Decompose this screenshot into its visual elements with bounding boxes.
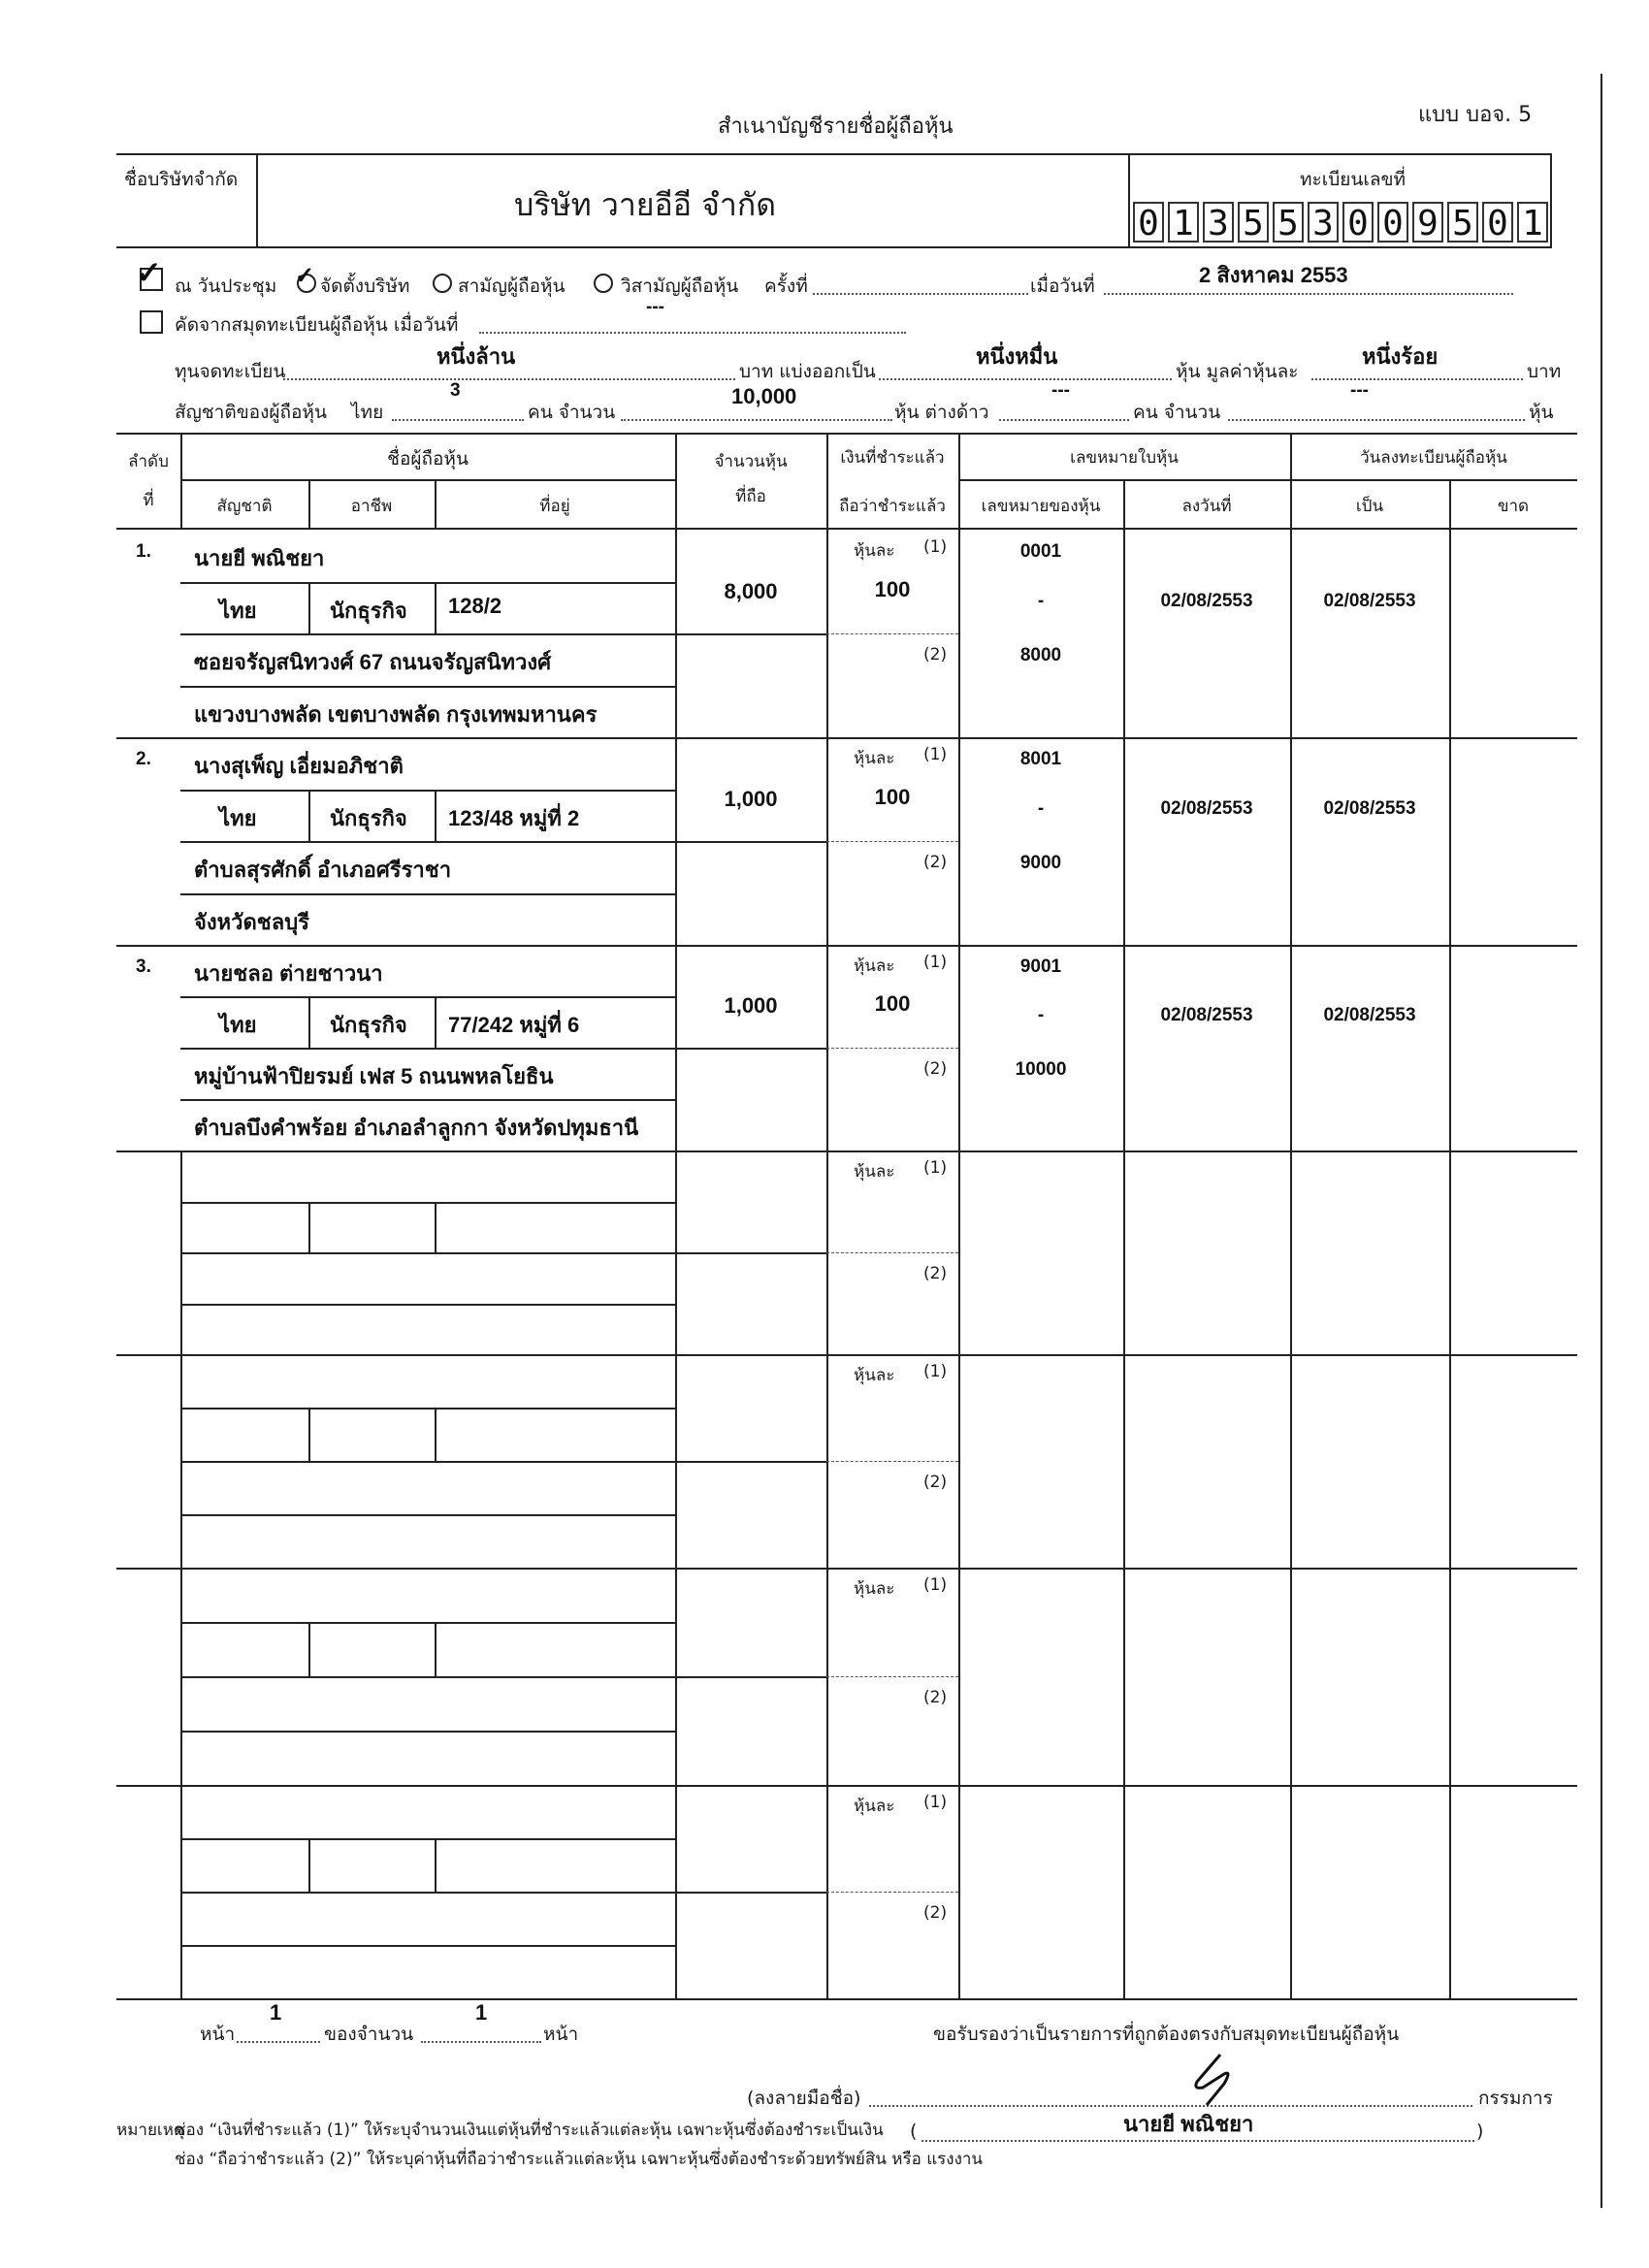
foreign-count: ---: [1051, 380, 1070, 401]
copy-label: คัดจากสมุดทะเบียนผู้ถือหุ้น เมื่อวันที่: [175, 314, 459, 336]
at-meeting-label: ณ วันประชุม: [175, 275, 277, 297]
row-separator: [116, 945, 1577, 947]
paid-mark-2: (2): [923, 1059, 948, 1079]
opt-ordinary-label: สามัญผู้ถือหุ้น: [458, 275, 566, 297]
row-separator: [116, 1998, 1577, 2000]
baht-divided-label: บาท แบ่งออกเป็น: [739, 361, 876, 382]
reg-digit: 1: [1168, 202, 1199, 243]
paid-mark-2: (2): [923, 1264, 948, 1283]
name-cell-line: [180, 1892, 675, 1894]
shares-cell-line: [675, 1676, 826, 1678]
holder-address-2: ซอยจรัญสนิทวงศ์ 67 ถนนจรัญสนิทวงศ์: [194, 650, 552, 674]
form-code: แบบ บอจ. 5: [1418, 103, 1533, 127]
row-separator: [116, 737, 1577, 739]
name-cell-line: [180, 1252, 675, 1254]
share-no-dash: -: [1037, 1005, 1045, 1025]
shares-held: 8,000: [724, 579, 778, 603]
paid-per-share: 100: [874, 577, 911, 601]
paid-cell-line: [826, 1048, 958, 1051]
name-cell-line: [180, 582, 675, 584]
occ-cell-divider: [435, 996, 436, 1048]
foreign-shares: ---: [1350, 380, 1369, 401]
occ-cell-divider: [435, 1202, 436, 1253]
col-div-paid: [958, 433, 960, 2000]
share-no-to: 10000: [1015, 1059, 1067, 1080]
baht-label: บาท: [1527, 361, 1562, 382]
reg-digit: 1: [1517, 202, 1548, 243]
occ-cell-divider: [435, 1408, 436, 1461]
reg-digit: 9: [1412, 202, 1443, 243]
holder-name: นางสุเพ็ญ เอี่ยมอภิชาติ: [194, 754, 404, 778]
nat-cell-divider: [308, 1622, 310, 1676]
row-number: 2.: [136, 749, 151, 769]
per-share-label: หุ้นละ: [854, 1579, 895, 1599]
share-no-dash: -: [1037, 591, 1045, 611]
holder-name: นายยี พณิชยา: [194, 546, 325, 570]
company-box-bottom: [116, 246, 1552, 248]
col-div-became: [1449, 479, 1451, 2000]
opt-extra-label: วิสามัญผู้ถือหุ้น: [621, 275, 739, 297]
holder-address-3: จังหวัดชลบุรี: [194, 910, 309, 934]
occ-cell-divider: [435, 1622, 436, 1676]
reg-became: 02/08/2553: [1323, 798, 1416, 819]
copy-checkbox[interactable]: [140, 310, 163, 334]
name-cell-line: [180, 1514, 675, 1516]
hdr-nationality: สัญชาติ: [216, 497, 273, 516]
hdr-occupation: อาชีพ: [350, 497, 393, 516]
share-no-to: 8000: [1019, 645, 1062, 665]
hdr-ceased: ขาด: [1497, 497, 1530, 516]
signer-name: นายยี พณิชยา: [1123, 2112, 1254, 2136]
name-cell-line: [180, 686, 675, 688]
reg-label: ทะเบียนเลขที่: [1300, 169, 1406, 190]
hdr-share-no: เลขหมายของหุ้น: [981, 497, 1101, 516]
shares-cell-line: [675, 841, 826, 843]
paren-open: (: [910, 2121, 918, 2142]
capital-label: ทุนจดทะเบียน: [175, 361, 286, 382]
company-name: บริษัท วายอีอี จำกัด: [514, 186, 777, 223]
paid-cell-line: [826, 1461, 958, 1464]
capital-shares: หนึ่งหมื่น: [976, 344, 1058, 369]
note-1: ช่อง “เงินที่ชำระแล้ว (1)” ให้ระบุจำนวนเงินแต่หุ้นที่ชำระแล้วแต่ละหุ้น เฉพาะหุ้นซึ่งต้องชำระเป็นเงิน: [175, 2121, 884, 2140]
foreign-count-field[interactable]: [999, 419, 1129, 421]
holder-address-1: 123/48 หมู่ที่ 2: [448, 806, 580, 830]
reg-digit: 5: [1273, 202, 1304, 243]
share-value-field[interactable]: [1311, 378, 1523, 380]
thai-count-field[interactable]: [392, 419, 524, 421]
paid-mark-2: (2): [923, 1473, 948, 1492]
name-cell-line: [180, 1945, 675, 1947]
row-separator: [116, 1354, 1577, 1356]
name-cell-line: [180, 1304, 675, 1306]
nat-cell-divider: [308, 1408, 310, 1461]
col-div-order-empty: [180, 1150, 182, 2000]
row-separator: [116, 1785, 1577, 1787]
name-cell-line: [180, 1676, 675, 1678]
company-box-divider: [256, 153, 258, 246]
paid-mark-1: (1): [923, 1575, 948, 1595]
radio-extra[interactable]: [594, 274, 613, 293]
opt-setup-label: จัดตั้งบริษัท: [320, 275, 410, 297]
reg-digit: 0: [1377, 202, 1408, 243]
header-sub-line-name: [180, 479, 675, 481]
hdr-holder-name: ชื่อผู้ถือหุ้น: [387, 448, 469, 470]
per-share-label: หุ้นละ: [854, 956, 895, 976]
reg-digit: 0: [1342, 202, 1374, 243]
director-label: กรรมการ: [1478, 2088, 1553, 2109]
times-label: ครั้งที่: [764, 275, 808, 297]
nat-cell-divider: [308, 996, 310, 1048]
hdr-cert-no: เลขหมายใบหุ้น: [1070, 448, 1179, 468]
holder-address-1: 128/2: [448, 594, 502, 618]
share-no-dash: -: [1037, 798, 1045, 819]
times-field[interactable]: [813, 293, 1028, 295]
paid-cell-line: [826, 1676, 958, 1679]
thai-shares: 10,000: [731, 384, 797, 408]
hdr-order: ลำดับ: [128, 452, 169, 471]
name-cell-line: [180, 1099, 675, 1101]
row-number: 1.: [136, 541, 151, 562]
paren-close: ): [1476, 2121, 1484, 2142]
radio-check-icon: ✓: [295, 263, 315, 289]
reg-digit: 5: [1238, 202, 1269, 243]
paid-mark-1: (1): [923, 1158, 948, 1178]
per-share-label: หุ้นละ: [854, 749, 895, 768]
col-div-dated: [1290, 433, 1292, 2000]
shares-foreign-label: หุ้น ต่างด้าว: [894, 402, 989, 423]
table-top-line: [116, 433, 1577, 435]
foreign-shares-field[interactable]: [1228, 419, 1525, 421]
signature-mark: [1185, 2049, 1244, 2111]
cert-dated: 02/08/2553: [1160, 591, 1253, 611]
shares-cell-line: [675, 1048, 826, 1050]
paid-mark-1: (1): [923, 953, 948, 972]
reg-became: 02/08/2553: [1323, 1005, 1416, 1025]
company-box-right: [1550, 153, 1552, 246]
name-cell-line: [180, 1202, 675, 1204]
date-field[interactable]: [1104, 293, 1513, 295]
col-div-shares: [826, 433, 828, 2000]
row-separator: [116, 1150, 1577, 1152]
hdr-became: เป็น: [1355, 497, 1384, 516]
paid-mark-2: (2): [923, 645, 948, 664]
name-cell-line: [180, 1408, 675, 1409]
name-cell-line: [180, 1048, 675, 1050]
name-cell-line: [180, 1731, 675, 1733]
total-pages: 1: [475, 2000, 488, 2025]
page-no-field[interactable]: [237, 2041, 320, 2043]
paid-cell-line: [826, 841, 958, 844]
nationality-label: สัญชาติของผู้ถือหุ้น: [175, 402, 327, 423]
check-mark-icon: ✓: [136, 255, 162, 290]
reg-digit: 3: [1308, 202, 1339, 243]
holder-occupation: นักธุรกิจ: [330, 1013, 407, 1037]
paid-cell-line: [826, 1892, 958, 1895]
foreign-persons-label: คน จำนวน: [1133, 402, 1221, 423]
persons-count-label: คน จำนวน: [528, 402, 616, 423]
shares-held: 1,000: [724, 993, 778, 1018]
paid-mark-2: (2): [923, 1903, 948, 1923]
reg-digit: 3: [1203, 202, 1234, 243]
paid-per-share: 100: [874, 991, 911, 1016]
name-cell-line: [180, 790, 675, 792]
certify-text: ขอรับรองว่าเป็นรายการที่ถูกต้องตรงกับสมุดทะเบียนผู้ถือหุ้น: [933, 2024, 1400, 2045]
name-cell-line: [180, 1461, 675, 1463]
holder-address-2: หมู่บ้านฟ้าปิยรมย์ เฟส 5 ถนนพหลโยธิน: [194, 1064, 554, 1088]
per-share-label: หุ้นละ: [854, 1162, 895, 1182]
col-div-name: [675, 433, 677, 2000]
holder-occupation: นักธุรกิจ: [330, 806, 407, 830]
copy-date: ---: [646, 297, 664, 317]
holder-nationality: ไทย: [219, 599, 257, 623]
row-separator: [116, 1568, 1577, 1570]
hdr-reg-date: วันลงทะเบียนผู้ถือหุ้น: [1360, 448, 1507, 468]
of-total-label: ของจำนวน: [324, 2024, 414, 2045]
share-value: หนึ่งร้อย: [1362, 344, 1439, 369]
hdr-shares: จำนวนหุ้น: [714, 452, 788, 471]
shares-held: 1,000: [724, 787, 778, 811]
share-no-from: 8001: [1019, 749, 1062, 769]
note-2: ช่อง “ถือว่าชำระแล้ว (2)” ให้ระบุค่าหุ้นที่ถือว่าชำระแล้วแต่ละหุ้น เฉพาะหุ้นซึ่งต้องชำระด้วยทรัพย์สิน หรือ แรงงาน: [175, 2150, 984, 2169]
total-pages-field[interactable]: [421, 2041, 541, 2043]
header-sub-line-cert: [958, 479, 1577, 481]
hdr-dated: ลงวันที่: [1181, 497, 1232, 516]
company-label: ชื่อบริษัทจำกัด: [124, 169, 239, 190]
thai-shares-field[interactable]: [621, 419, 892, 421]
holder-name: นายชลอ ต่ายชาวนา: [194, 961, 383, 986]
reg-digit: 0: [1482, 202, 1513, 243]
hdr-paid: เงินที่ชำระแล้ว: [840, 448, 945, 468]
paid-mark-1: (1): [923, 1793, 948, 1812]
form-title: สำเนาบัญชีรายชื่อผู้ถือหุ้น: [718, 114, 954, 139]
radio-ordinary[interactable]: [433, 274, 452, 293]
per-share-label: หุ้นละ: [854, 1366, 895, 1385]
share-no-from: 0001: [1019, 541, 1062, 562]
per-share-label: หุ้นละ: [854, 541, 895, 561]
name-cell-line: [180, 996, 675, 998]
reg-digit: 5: [1447, 202, 1478, 243]
sign-label: (ลงลายมือชื่อ): [747, 2088, 861, 2109]
shares-field[interactable]: [879, 378, 1172, 380]
cert-dated: 02/08/2553: [1160, 1005, 1253, 1025]
per-share-label: หุ้นละ: [854, 1797, 895, 1816]
meeting-date: 2 สิงหาคม 2553: [1199, 263, 1348, 287]
reg-digit: 0: [1133, 202, 1164, 243]
company-box-divider-2: [1128, 153, 1130, 246]
name-cell-line: [180, 1838, 675, 1840]
reg-became: 02/08/2553: [1323, 591, 1416, 611]
occ-cell-divider: [435, 582, 436, 634]
share-no-to: 9000: [1019, 853, 1062, 873]
page-label: หน้า: [200, 2024, 236, 2045]
copy-date-field[interactable]: [479, 332, 906, 334]
holder-address-1: 77/242 หมู่ที่ 6: [448, 1013, 580, 1037]
page-right-edge: [1600, 74, 1602, 2208]
nat-cell-divider: [308, 582, 310, 634]
company-box-top: [116, 153, 1552, 155]
capital-field[interactable]: [283, 378, 735, 380]
name-cell-line: [180, 633, 675, 635]
paid-mark-1: (1): [923, 745, 948, 764]
name-cell-line: [180, 841, 675, 843]
hdr-paid-deemed: ถือว่าชำระแล้ว: [839, 497, 946, 516]
paid-cell-line: [826, 633, 958, 636]
paid-mark-1: (1): [923, 537, 948, 557]
row-number: 3.: [136, 956, 151, 977]
occ-cell-divider: [435, 1838, 436, 1892]
hdr-order2: ที่: [143, 491, 154, 510]
hdr-shares2: ที่ถือ: [735, 487, 766, 506]
paid-per-share: 100: [874, 785, 911, 809]
holder-occupation: นักธุรกิจ: [330, 599, 407, 623]
paid-cell-line: [826, 1252, 958, 1255]
paid-mark-1: (1): [923, 1362, 948, 1381]
holder-address-3: ตำบลบึงคำพร้อย อำเภอลำลูกกา จังหวัดปทุมธานี: [194, 1116, 639, 1140]
share-no-from: 9001: [1019, 956, 1062, 977]
shares-label: หุ้น: [1529, 402, 1554, 423]
nat-cell-divider: [308, 790, 310, 842]
name-cell-line: [180, 893, 675, 895]
occ-cell-divider: [435, 790, 436, 842]
holder-address-2: ตำบลสุรศักดิ์ อำเภอศรีราชา: [194, 858, 452, 882]
holder-nationality: ไทย: [219, 806, 257, 830]
cert-dated: 02/08/2553: [1160, 798, 1253, 819]
note-label: หมายเหตุ: [116, 2121, 184, 2140]
paid-mark-2: (2): [923, 1688, 948, 1707]
nat-cell-divider: [308, 1202, 310, 1253]
shares-cell-line: [675, 1252, 826, 1254]
name-cell-line: [180, 1622, 675, 1624]
shares-cell-line: [675, 1892, 826, 1894]
holder-nationality: ไทย: [219, 1013, 257, 1037]
date-label: เมื่อวันที่: [1030, 275, 1095, 297]
page-no: 1: [270, 2000, 282, 2025]
share-value-label: หุ้น มูลค่าหุ้นละ: [1176, 361, 1299, 382]
capital-amount: หนึ่งล้าน: [436, 344, 516, 369]
holder-address-3: แขวงบางพลัด เขตบางพลัด กรุงเทพมหานคร: [194, 702, 598, 727]
hdr-address: ที่อยู่: [539, 497, 570, 516]
thai-count: 3: [450, 380, 461, 401]
pages-label: หน้า: [543, 2024, 579, 2045]
table-header-bottom: [116, 528, 1577, 530]
shares-cell-line: [675, 633, 826, 635]
col-div-certno: [1123, 479, 1125, 2000]
paid-mark-2: (2): [923, 853, 948, 872]
nat-cell-divider: [308, 1838, 310, 1892]
thai-label: ไทย: [351, 402, 384, 423]
shares-cell-line: [675, 1461, 826, 1463]
